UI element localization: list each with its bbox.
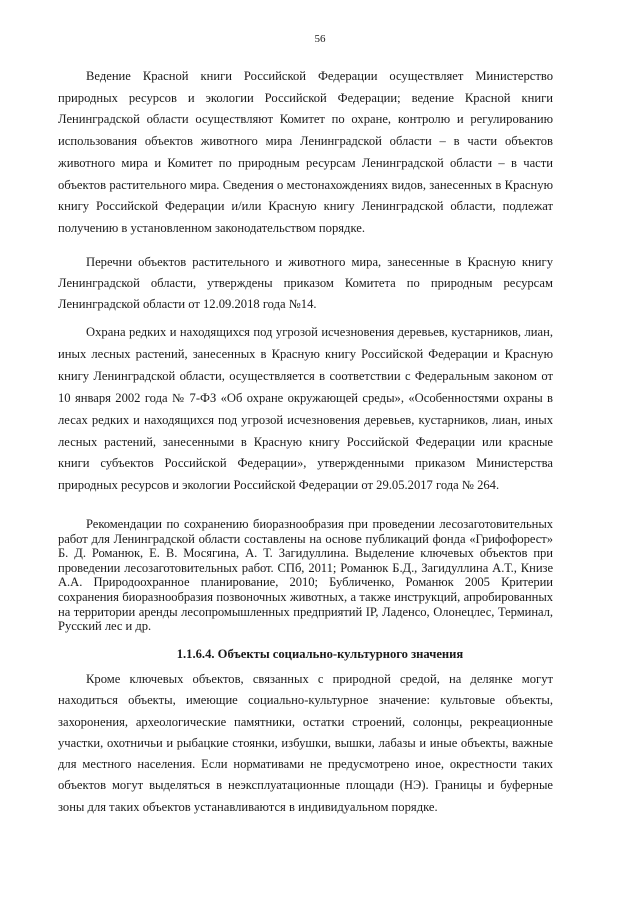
paragraph-species-lists: Перечни объектов растительного и животного мира, занесенные в Красную книгу Ленинградской области, утверждены приказом Комитета по природным ресурсам Ленинградской области от 12.09.2018 года №14. [58,255,553,312]
paragraph-biodiversity-recommendations: Рекомендации по сохранению биоразнообразия при проведении лесозаготовительных работ для Ленинградской области составлены на основе публикаций фонда «Грифофорест» Б. Д. Романюк, Е. В. Мосягина, А. Т. Загидуллина. Выделение ключевых объектов при проведении лесозаготовительных работ. СПб, 2011; Романюк Б.Д., Загидуллина А.Т., Книзе А.А. Природоохранное планирование, 2010; Бубличенко, Романюк 2005 Критерии сохранения биоразнообразия позвоночных животных, а также инструкций, апробированных на территории аренды лесопромышленных предприятий IP, Ладенсо, Олонецлес, Терминал, Русский лес и др. [58,517,553,634]
page-number: 56 [314,33,326,45]
paragraph-red-book-management: Ведение Красной книги Российской Федерации осуществляет Министерство природных ресурсов и экологии Российской Федерации; ведение Красной книги Ленинградской области осуществляют Комитет по охране, контролю и регулированию использования объектов животного мира Ленинградской области – в части объектов животного мира и Комитет по природным ресурсам Ленинградской области – в части объектов растительного мира. Сведения о местонахождениях видов, занесенных в Красную книгу Российской Федерации и/или Красную книгу Ленинградской области, подлежат получению в установленном законодательством порядке. [58,69,553,235]
paragraph-socio-cultural-objects: Кроме ключевых объектов, связанных с природной средой, на делянке могут находиться объекты, имеющие социально-культурное значение: культовые объекты, захоронения, археологические памятники, остатки строений, солонцы, рекреационные участки, охотничьи и рыбацкие стоянки, избушки, вышки, лабазы и иные объекты, важные для местного населения. Если нормативами не предусмотрено иное, окрестности таких объектов могут выделяться в неэксплуатационные площади (НЭ). Границы и буферные зоны для таких объектов устанавливаются в индивидуальном порядке. [58,672,553,814]
section-heading: 1.1.6.4. Объекты социально-культурного значения [176,647,464,661]
paragraph-protection-rules: Охрана редких и находящихся под угрозой исчезновения деревьев, кустарников, лиан, иных лесных растений, занесенных в Красную книгу Российской Федерации и Красную книгу Ленинградской области, осуществляется в соответствии с Федеральным законом от 10 января 2002 года № 7-ФЗ «Об охране окружающей среды», «Особенностями охраны в лесах редких и находящихся под угрозой исчезновения деревьев, кустарников, лиан, иных лесных растений, занесенными в Красную книгу Российской Федерации или красные книги субъектов Российской Федерации», утвержденными приказом Министерства природных ресурсов и экологии Российской Федерации от 29.05.2017 года № 264. [58,325,553,493]
